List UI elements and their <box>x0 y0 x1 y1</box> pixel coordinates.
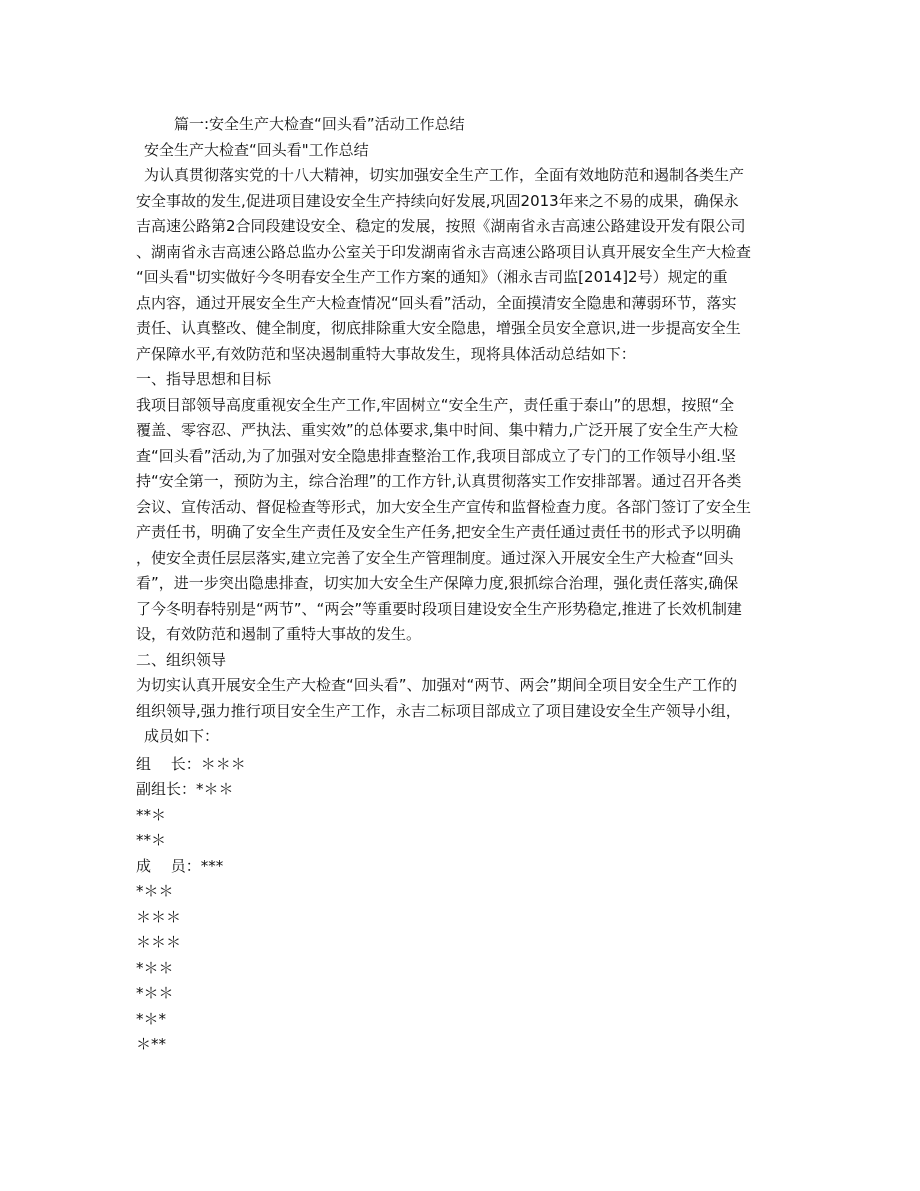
member-members-label: 成 员：*** <box>136 856 224 875</box>
member-list <box>136 752 796 1058</box>
member-item: *＊＊ <box>136 882 174 900</box>
section1-line: 产责任书，明确了安全生产责任及安全生产任务,把安全生产责任通过责任书的形式予以明确 <box>136 523 741 541</box>
document-subtitle: 安全生产大检查“回头看"工作总结 <box>144 140 369 159</box>
member-item: ＊** <box>136 1035 167 1053</box>
section1-line: 看”，进一步突出隐患排查，切实加大安全生产保障力度,狠抓综合治理，强化责任落实,确保 <box>136 574 739 592</box>
member-item: **＊ <box>136 805 167 824</box>
member-item: *＊＊ <box>136 958 174 977</box>
intro-paragraph <box>136 163 796 367</box>
section2-paragraph <box>136 673 796 750</box>
intro-line: 责任、认真整改、健全制度，彻底排除重大安全隐患，增强全员安全意识,进一步提高安全生 <box>136 319 741 337</box>
section1-line: ，使安全责任层层落实,建立完善了安全生产管理制度。通过深入开展安全生产大检查“回头 <box>136 548 734 567</box>
intro-line: 安全事故的发生,促进项目建设安全生产持续向好发展,巩固2013年来之不易的成果，确保永 <box>136 191 739 210</box>
section1-paragraph <box>136 393 796 648</box>
section1-line: 设，有效防范和遏制了重特大事故的发生。 <box>136 625 422 643</box>
intro-line: 为认真贯彻落实党的十八大精神，切实加强安全生产工作，全面有效地防范和遏制各类生产 <box>144 166 745 184</box>
member-leader: 组 长：＊＊＊ <box>136 754 246 773</box>
document-body <box>136 112 796 1058</box>
document-title: 篇一:安全生产大检查“回头看”活动工作总结 <box>174 115 465 133</box>
section2-line: 组织领导,强力推行项目安全生产工作，永吉二标项目部成立了项目建设安全生产领导小组， <box>136 701 741 720</box>
section1-line: 覆盖、零容忍、严执法、重实效”的总体要求,集中时间、集中精力,广泛开展了安全生产大检 <box>136 421 739 439</box>
section1-line: 我项目部领导高度重视安全生产工作,牢固树立“安全生产，责任重于泰山”的思想，按照“全 <box>136 395 735 414</box>
member-item: **＊ <box>136 831 167 849</box>
section1-line: 查“回头看”活动,为了加强对安全隐患排查整治工作,我项目部成立了专门的工作领导小组.坚 <box>136 446 736 465</box>
member-item: *＊＊ <box>136 984 174 1002</box>
section1-line: 会议、宣传活动、督促检查等形式，加大安全生产宣传和监督检查力度。各部门签订了安全生 <box>136 497 752 516</box>
section-heading-organization: 二、组织领导 <box>136 650 227 669</box>
intro-line: 、湖南省永吉高速公路总监办公室关于印发湖南省永吉高速公路项目认真开展安全生产大检查 <box>136 242 752 261</box>
intro-line: 点内容，通过开展安全生产大检查情况“回头看”活动，全面摸清安全隐患和薄弱环节，落实 <box>136 293 737 312</box>
member-deputy-leader: 副组长：*＊＊ <box>136 780 234 798</box>
section2-line: 为切实认真开展安全生产大检查“回头看”、加强对“两节、两会”期间全项目安全生产工作的 <box>136 676 738 694</box>
member-item: *＊* <box>136 1009 167 1028</box>
section-heading-guiding-ideas: 一、指导思想和目标 <box>136 370 272 388</box>
intro-line: 产保障水平,有效防范和坚决遏制重特大事故发生，现将具体活动总结如下： <box>136 344 636 363</box>
section1-line: 了今冬明春特别是“两节”、“两会”等重要时段项目建设安全生产形势稳定,推进了长效机制建 <box>136 599 742 618</box>
intro-line: 吉高速公路第2合同段建设安全、稳定的发展，按照《湖南省永吉高速公路建设开发有限公司 <box>136 217 746 235</box>
member-item: ＊＊＊ <box>136 933 182 951</box>
section2-line: 成员如下： <box>144 727 220 745</box>
member-item: ＊＊＊ <box>136 907 182 926</box>
section1-line: 持“安全第一，预防为主，综合治理”的工作方针,认真贯彻落实工作安排部署。通过召开各类 <box>136 472 742 490</box>
intro-line: “回头看"切实做好今冬明春安全生产工作方案的通知》（湘永吉司监[2014]2号）规定的重 <box>136 268 728 286</box>
